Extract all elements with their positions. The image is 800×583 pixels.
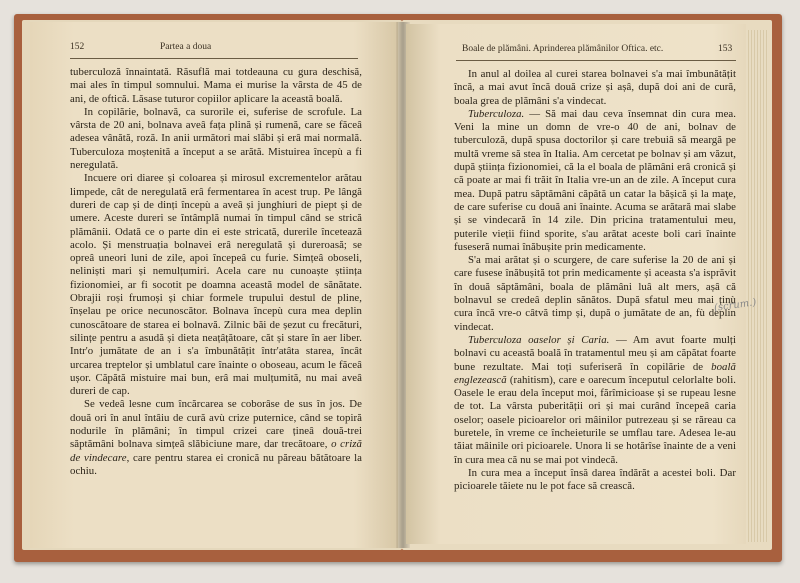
left-running-title: Partea a doua	[160, 42, 212, 52]
right-paragraph-2: Tuberculoza. — Să mai dau ceva însemnat din cura mea. Veni la mine un domn de vre-o 40 de ani, bolnav de tuberculoză, după spusa doctorilor și care trebuiâ să meargă pe multă vreme să stea în Italia. Am cercetat pe bolnav și am văzut, după știința fizionomiei, că la el boala de plămâni erâ cronică și că poate ar mai fi trăit în Italia vre-un an de zile. A început cura mea. După patru săptămâni căpătă un catar la bășică și la maţe, de care suferise cu două ani înainte. Acuma se arătară mai slabe și se vindecară în 14 zile. Din pricina tratamentului meu, puterile vieții fiind sporite, s'au arătat aceste boli cari înainte fuseseră numai înăbușite prin medicamente.	[454, 107, 736, 253]
left-paragraph-2: In copilărie, bolnavă, ca surorile ei, suferise de scrofule. La vârsta de 20 ani, bolnava aveâ fața plină și rumenă, care se făceâ adesea vânătă, roză. In anii următori mai slăbi și erâ mai normală. Tuberculoza moștenită a început a se arătă. Mistuirea începù a fi neregulată.	[70, 105, 362, 172]
pencil-annotation: (scrum.)	[713, 297, 757, 314]
right-paragraph-1: In anul al doilea al curei starea bolnavei s'a mai îmbunătățit încă, a mai avut încă două crize și așâ, după doi ani de cură, boala grea de plămâni s'a vindecat.	[454, 68, 736, 107]
left-page-text	[70, 66, 362, 478]
right-paragraph-3: S'a mai arătat și o scurgere, de care suferise la 20 de ani și care fusese înăbușită tot prin medicamente și aceasta s'a isprăvit în două săptămâni, boala de plămâni luâ alt mers, așâ că bolnavul se credeâ deplin sănătos. După sfatul meu mai ținù cura încă vre-o câtvă timp și, după o jumătate de an, fù deplin vindecat.	[454, 254, 736, 333]
right-page-text	[454, 68, 736, 494]
left-paragraph-3: Incuere ori diaree și coloarea și mirosul excrementelor arătau limpede, cât de neregulată erâ fermentarea în acest trup. Pe lângă dureri de cap și de dinți începù a aveâ și junghiuri de piept și de umere. Aceste dureri se întâmplă numai în timpul când se strică plămânii. Odată ce o parte din ei este stricată, durerile încetează acolo. Și menstruația bolnavei erâ neregulată și dureroasă; se opreâ uneori luni de zile, apoi începeâ cu furie. Simțeâ oboseli, neliniști mari și nemulțumiri. Acela care nu cunoaște știința fizionomiei, ar fi socotit pe doamna această model de sănătate. Obrajii roși frumoși și chiar formele trupului destul de pline, înșelau pe orice necunoscător. Bolnava începù cura mea deplin cunoscătoare de starea ei bolnavă. Zilnic băi de șezut cu frecături, silințe pentru a asudă și dieta neațâțătoare, căt și stare în aer liber. Intr'o jumătate de an i s'a îmbunătățit într'atâta starea, încât urcarea treptelor și umblatul care înainte o oboseau, acum le făceâ ușor. Căpătă mistuire mai bun, erâ mai mulțumită, nu mai aveâ dureri de cap.	[70, 172, 362, 398]
left-paragraph-1: tuberculoză înnaintată. Răsuflă mai totdeauna cu gura deschisă, mai ales în timpul somnului. Mama ei murise la vârsta de 45 de ani, de oftică. Lăsase tuturor copiilor aplicare la această boală.	[70, 66, 362, 105]
right-page	[406, 24, 746, 544]
left-paragraph-4: Se vedeâ lesne cum încărcarea se coborâse de sus în jos. De două ori în anul întâiu de cură avù crize puternice, când se topiră nodurile în plămâni; în timpul crizei care țineâ două-trei săptămâni bolnava simțeâ slăbiciune mare, dar trecătoare, o criză de vindecare, care pentru starea ei cronică nu păreau bătătoare la ochiu.	[70, 398, 363, 477]
left-header-rule	[70, 58, 358, 59]
right-paragraph-4: Tuberculoza oaselor și Caria. — Am avut foarte mulți bolnavi cu această boală în tratamentul meu și am căpătat foarte bune rezultate. Mai toți suferiseră în copilărie de boală englezească (rahitism), care e oarecum începutul celorlalte boli. Oasele le erau dela început moi, fărîmicioase și se rupeau lesne de tot. La vârsta puberității ori și mai curând începeâ caria oselor; oasele picioarelor ori mâinilor putrezeau și se răreau ca buretele, în vreme ce încheieturile se umflau tare. Adesea le-au tăiat mâinile ori picioarele. Unora li se hotărîse înainte de a veni în cura mea că nu se mai pot vindecă.	[454, 333, 736, 466]
right-page-number: 153	[718, 44, 733, 54]
left-page-number: 152	[70, 42, 85, 52]
page-stack-edge	[746, 30, 768, 542]
right-running-title: Boale de plămâni. Aprinderea plămânilor Oftica. etc.	[462, 44, 664, 54]
right-header-rule	[456, 60, 736, 61]
right-paragraph-5: In cura mea a început însă darea îndărăt a acestei boli. Dar picioarele tăiete nu le pot face să crească.	[454, 466, 736, 493]
left-page	[30, 22, 398, 548]
